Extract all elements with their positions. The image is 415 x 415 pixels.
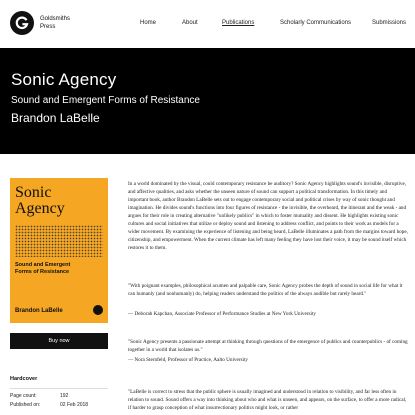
nav-publications[interactable]: Publications: [222, 20, 255, 26]
cover-subtitle: [15, 262, 70, 276]
cover-title-line1: Sonic: [15, 184, 52, 201]
divider: [10, 388, 108, 389]
review-attribution-1: — Deborah Kapchan, Associate Professor of Performance Studies at New York University: [128, 311, 317, 317]
cover-title-line2: Agency: [15, 200, 65, 217]
cover-dot-pattern: [15, 225, 103, 257]
book-cover: [10, 178, 108, 323]
book-description: In a world dominated by the visual, could contemporary resistance be auditory? Sonic Agency highlights sound's invisible, disruptive, and affective qualities, and asks whether the unseen nature of sound can support a political transformation. In this timely and important book, author Brandon LaBelle sets out to engage contemporary social and political crises by way of sonic thought and imagination. He divides sound's functions into four figures of resistance - the invisible, the overheard, the itinerant and the weak - and argues for their role in creating alternative "unlikely publics" in which to foster mutuality and dissent. He highlights existing sonic cultures and social initiatives that utilize or deploy sound and listening to address conflict, and points to their work as models for a wider movement. By examining the experience of listening and being heard, LaBelle illuminates a path from the margins toward hope, citizenship, and empowerment. When the current climate has left many feeling they have lost their voice, it may be sound itself which restores it to them.: [128, 181, 408, 251]
cover-subtitle-line1: Sound and Emergent: [15, 262, 71, 268]
author-name[interactable]: Brandon LaBelle: [11, 111, 100, 125]
brand-name[interactable]: [40, 15, 70, 31]
page-title: Sonic Agency: [11, 70, 117, 89]
review-quote-3: "LaBelle is correct to stress that the public sphere is usually imagined and understood in relation to visibility, and far less often in relation to sound. Sound offers a way into thinking about who and what is unseen, and appears, on the surface, to offer a more radical, if harder to grasp conception of what insurrectionary politics might look, or rather: [128, 389, 407, 411]
cover-title: [15, 185, 65, 217]
buy-now-button[interactable]: Buy now: [10, 333, 108, 349]
goldsmiths-logo-icon[interactable]: [10, 11, 34, 35]
brand-line1: Goldsmiths: [40, 16, 71, 22]
cover-logo-icon: [93, 305, 103, 315]
nav-home[interactable]: Home: [140, 20, 157, 26]
page-count-value: 192: [60, 393, 69, 399]
nav-scholarly-communications[interactable]: Scholarly Communications: [280, 20, 352, 26]
review-quote-2: "Sonic Agency presents a passionate attempt at thinking through questions of the emergence of publics and counterpublics - of coming together in a world that isolates us.": [128, 339, 408, 353]
format-label: Hardcover: [10, 376, 38, 382]
page-subtitle: Sound and Emergent Forms of Resistance: [11, 95, 200, 106]
brand-line2: Press: [40, 24, 56, 30]
cover-subtitle-line2: Forms of Resistance: [15, 269, 70, 275]
published-label: Published on:: [10, 402, 41, 408]
cover-author: Brandon LaBelle: [15, 308, 63, 314]
page-count-label: Page count:: [10, 393, 37, 399]
hero-banner: [0, 48, 415, 154]
review-attribution-2: — Nora Sternfeld, Professor of Practice, Aalto University: [128, 357, 249, 363]
nav-submissions[interactable]: Submissions: [372, 20, 407, 26]
published-value: 02 Feb 2018: [60, 402, 89, 408]
review-quote-1: "With poignant examples, philosophical acumen and palpable care, Sonic Agency probes the depth of sound in social life for what it can humanly (and nonhumanly) do, helping readers understand the politics of the always audible but rarely heard.": [128, 283, 403, 297]
nav-about[interactable]: About: [182, 20, 198, 26]
site-header: [0, 0, 415, 48]
